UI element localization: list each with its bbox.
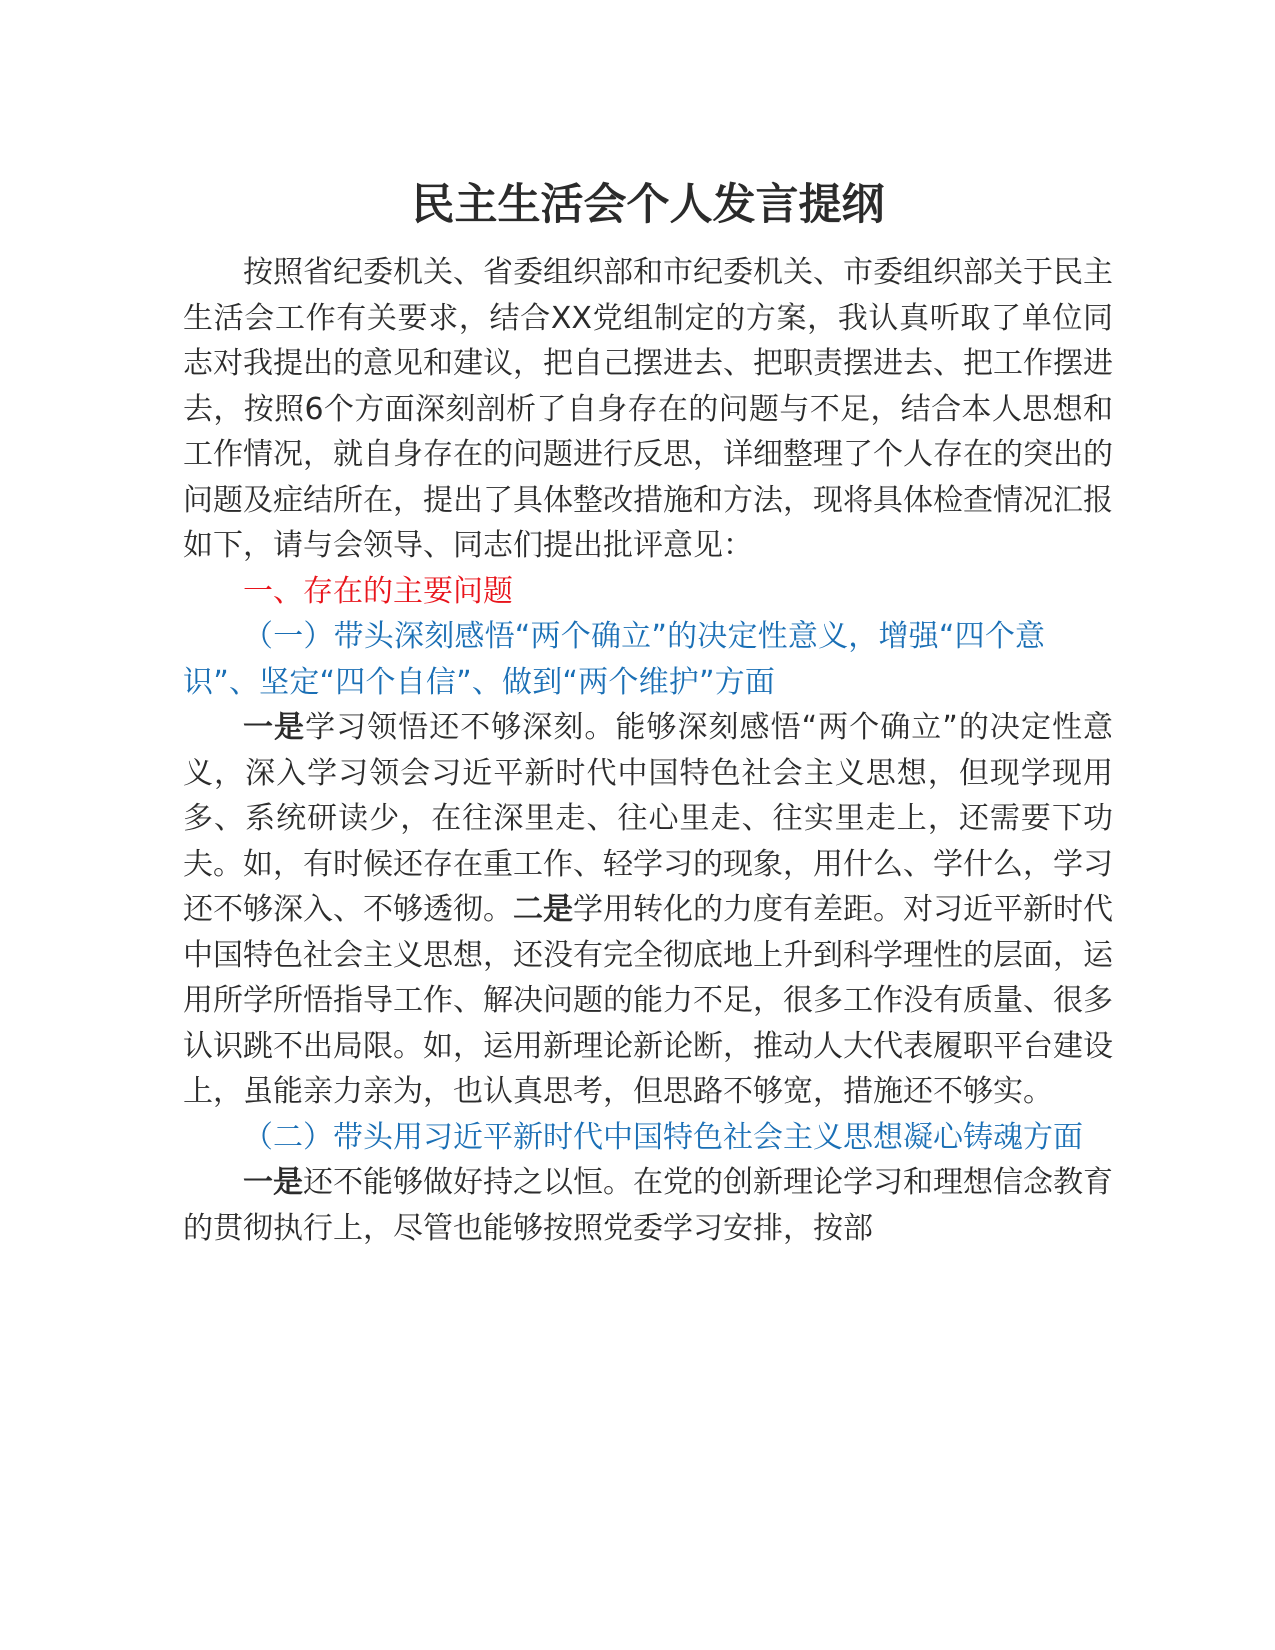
- paragraph-text: 还不能够做好持之以恒。在党的创新理论学习和理想信念教育的贯彻执行上，尽管也能够按照党委学习安排，按部: [183, 1165, 1113, 1246]
- paragraph-text: 学用转化的力度有差距。对习近平新时代中国特色社会主义思想，还没有完全彻底地上升到科学理性的层面，运用所学所悟指导工作、解决问题的能力不足，很多工作没有质量、很多认识跳不出局限。如，运用新理论新论断，推动人大代表履职平台建设上，虽能亲力亲为，也认真思考，但思路不够宽，措施还不够实。: [183, 892, 1113, 1109]
- body-paragraph-2: [183, 1160, 1113, 1251]
- intro-paragraph: 按照省纪委机关、省委组织部和市纪委机关、市委组织部关于民主生活会工作有关要求，结合XX党组制定的方案，我认真听取了单位同志对我提出的意见和建议，把自己摆进去、把职责摆进去、把工作摆进去，按照6个方面深刻剖析了自身存在的问题与不足，结合本人思想和工作情况，就自身存在的问题进行反思，详细整理了个人存在的突出的问题及症结所在，提出了具体整改措施和方法，现将具体检查情况汇报如下，请与会领导、同志们提出批评意见：: [183, 255, 1113, 563]
- paragraph-text: 学习领悟还不够深刻。能够深刻感悟“两个确立”的决定性意义，深入学习领会习近平新时代中国特色社会主义思想，但现学现用多、系统研读少，在往深里走、往心里走、往实里走上，还需要下功夫。如，有时候还存在重工作、轻学习的现象，用什么、学什么，学习还不够深入、不够透彻。: [183, 710, 1114, 927]
- lead-label: 一是: [243, 1165, 303, 1200]
- subsection-heading-1: （一）带头深刻感悟“两个确立”的决定性意义，增强“四个意识”、坚定“四个自信”、做到“两个维护”方面: [183, 619, 1046, 700]
- body-paragraph-1: [183, 705, 1113, 1115]
- document-page: [183, 160, 1113, 1251]
- lead-label: 二是: [513, 892, 573, 927]
- lead-label: 一是: [243, 710, 306, 745]
- page-title: 民主生活会个人发言提纲: [411, 180, 885, 230]
- subsection-heading-2: （二）带头用习近平新时代中国特色社会主义思想凝心铸魂方面: [243, 1119, 1083, 1155]
- section-heading: 一、存在的主要问题: [243, 573, 513, 609]
